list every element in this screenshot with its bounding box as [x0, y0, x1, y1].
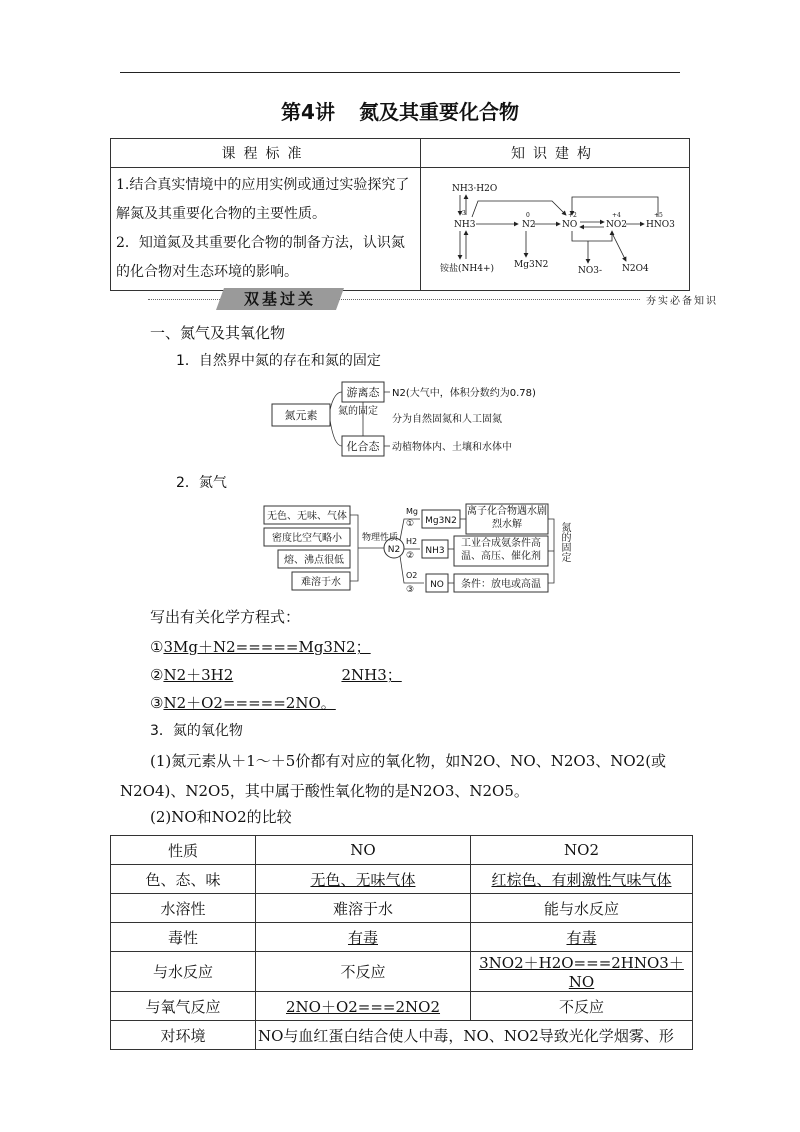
table-cell: 红棕色、有刺激性气味气体 [471, 865, 693, 894]
table-cell: 与水反应 [111, 952, 256, 992]
table-cell: 色、态、味 [111, 865, 256, 894]
table-cell: 与氧气反应 [111, 992, 256, 1021]
table-row [111, 923, 693, 952]
table-row [111, 894, 693, 923]
equation-2-left: N2＋3H2 [163, 666, 234, 684]
equation-2 [150, 664, 402, 685]
equation-3 [150, 692, 336, 713]
standards-cell [111, 168, 421, 291]
table-header-cell: NO [256, 836, 471, 865]
table-cell: 不反应 [256, 952, 471, 992]
free-state-desc: N2(大气中，体积分数约为0.78) [392, 388, 536, 399]
lecture-topic: 氮及其重要化合物 [358, 100, 519, 124]
map-hno3-ox: +5 [654, 212, 663, 219]
map-n2o4: N2O4 [622, 264, 649, 274]
combined-state-desc: 动植物体内、土壤和水体中 [392, 442, 512, 453]
equation-2-number: ② [150, 666, 164, 684]
table-cell: 有毒 [471, 923, 693, 952]
table-cell: 不反应 [471, 992, 693, 1021]
table-cell: 有毒 [256, 923, 471, 952]
note-2: 工业合成氨条件高温、高压、催化剂 [461, 538, 541, 562]
center-n2: N2 [387, 545, 401, 555]
table-cell: 水溶性 [111, 894, 256, 923]
standards-table [110, 138, 690, 291]
knowledge-header: 知识建构 [421, 139, 690, 168]
map-n2-ox: 0 [526, 212, 530, 219]
subsection-1-heading: 1．自然界中氮的存在和氮的固定 [176, 353, 381, 369]
table-row [111, 992, 693, 1021]
standard-2: 2．知道氮及其重要化合物的制备方法，认识氮的化合物对生态环境的影响。 [116, 235, 405, 280]
banner-tag-text: 双基过关 [243, 290, 316, 308]
equation-1-number: ① [150, 638, 164, 656]
product-mg3n2: Mg3N2 [425, 516, 457, 526]
map-no-ox: +2 [568, 212, 577, 219]
node-nitrogen-element: 氮元素 [284, 409, 318, 422]
table-cell: 对环境 [111, 1021, 256, 1050]
table-header-cell: 性质 [111, 836, 256, 865]
num-1: ① [406, 519, 415, 529]
prop-4: 难溶于水 [301, 577, 341, 588]
table-row [111, 865, 693, 894]
section-banner [148, 288, 718, 310]
fixation-label: 氮的固定 [559, 522, 570, 562]
reactant-mg: Mg [406, 507, 418, 516]
table-header-row [111, 836, 693, 865]
table-cell: NO与血红蛋白结合使人中毒，NO、NO2导致光化学烟雾、形 [256, 1021, 693, 1050]
fixation-desc: 分为自然固氮和人工固氮 [392, 414, 502, 425]
node-free-state: 游离态 [346, 386, 380, 399]
map-hno3: HNO3 [646, 220, 675, 230]
lecture-number: 第4讲 [281, 100, 335, 124]
prop-2: 密度比空气略小 [272, 533, 342, 544]
map-nh3-ox: -3 [460, 210, 466, 217]
table-cell: 3NO2＋H2O===2HNO3＋NO [471, 952, 693, 992]
section-heading: 一、氮气及其氧化物 [150, 324, 286, 342]
subsection-2-heading: 2．氮气 [176, 475, 227, 491]
note-1: 离子化合物遇水剧烈水解 [467, 506, 547, 530]
reactant-h2: H2 [406, 537, 418, 546]
equations-intro: 写出有关化学方程式： [150, 608, 301, 626]
map-ammonium-salt: 铵盐(NH4+) [440, 264, 495, 274]
nitrogen-existence-diagram [270, 380, 630, 462]
knowledge-map-cell [421, 168, 690, 291]
map-no: NO [562, 220, 578, 230]
map-no2-ox: +4 [612, 212, 621, 219]
table-cell: 无色、无味气体 [256, 865, 471, 894]
standards-header: 课程标准 [111, 139, 421, 168]
equation-1-text: 3Mg＋N2=====Mg3N2； [163, 638, 371, 656]
node-combined-state: 化合态 [346, 440, 380, 453]
equation-3-number: ③ [150, 694, 164, 712]
map-nh3: NH3 [454, 220, 476, 230]
map-no2: NO2 [606, 220, 627, 230]
comparison-intro: (2)NO和NO2的比较 [150, 808, 292, 826]
map-n2: N2 [522, 220, 536, 230]
physical-props-label: 物理性质 [362, 533, 399, 543]
equation-3-text: N2＋O2=====2NO。 [163, 694, 336, 712]
banner-right-text: 夯实必备知识 [640, 292, 718, 307]
product-nh3: NH3 [425, 546, 445, 556]
standard-1: 1.结合真实情境中的应用实例或通过实验探究了解氮及其重要化合物的主要性质。 [116, 177, 410, 222]
table-cell: 2NO＋O2===2NO2 [256, 992, 471, 1021]
reactant-o2: O2 [406, 571, 418, 580]
table-cell: 难溶于水 [256, 894, 471, 923]
map-mg3n2: Mg3N2 [514, 260, 549, 270]
note-3: 条件：放电或高温 [461, 579, 541, 590]
table-row [111, 1021, 693, 1050]
table-cell: 毒性 [111, 923, 256, 952]
page-title [0, 96, 800, 125]
num-2: ② [406, 551, 415, 561]
nitrogen-properties-diagram [258, 500, 584, 600]
header-rule [120, 72, 680, 73]
equation-1 [150, 636, 371, 657]
table-row [111, 952, 693, 992]
product-no: NO [430, 580, 444, 590]
equation-2-right: 2NH3； [341, 666, 402, 684]
no-no2-comparison-table [110, 835, 693, 1050]
node-fixation: 氮的固定 [338, 406, 378, 417]
table-cell: 能与水反应 [471, 894, 693, 923]
map-nh3h2o: NH3·H2O [452, 184, 498, 194]
table-header-cell: NO2 [471, 836, 693, 865]
nitrogen-knowledge-map [422, 169, 688, 279]
oxides-paragraph: (1)氮元素从＋1～＋5价都有对应的氧化物，如N2O、NO、N2O3、NO2(或N2O4)、N2O5，其中属于酸性氧化物的是N2O3、N2O5。 [120, 752, 667, 800]
prop-1: 无色、无味、气体 [267, 511, 347, 522]
subsection-3-heading: 3．氮的氧化物 [150, 723, 243, 739]
map-nitrate: NO3- [578, 266, 603, 276]
prop-3: 熔、沸点很低 [284, 555, 344, 566]
num-3: ③ [406, 585, 415, 595]
